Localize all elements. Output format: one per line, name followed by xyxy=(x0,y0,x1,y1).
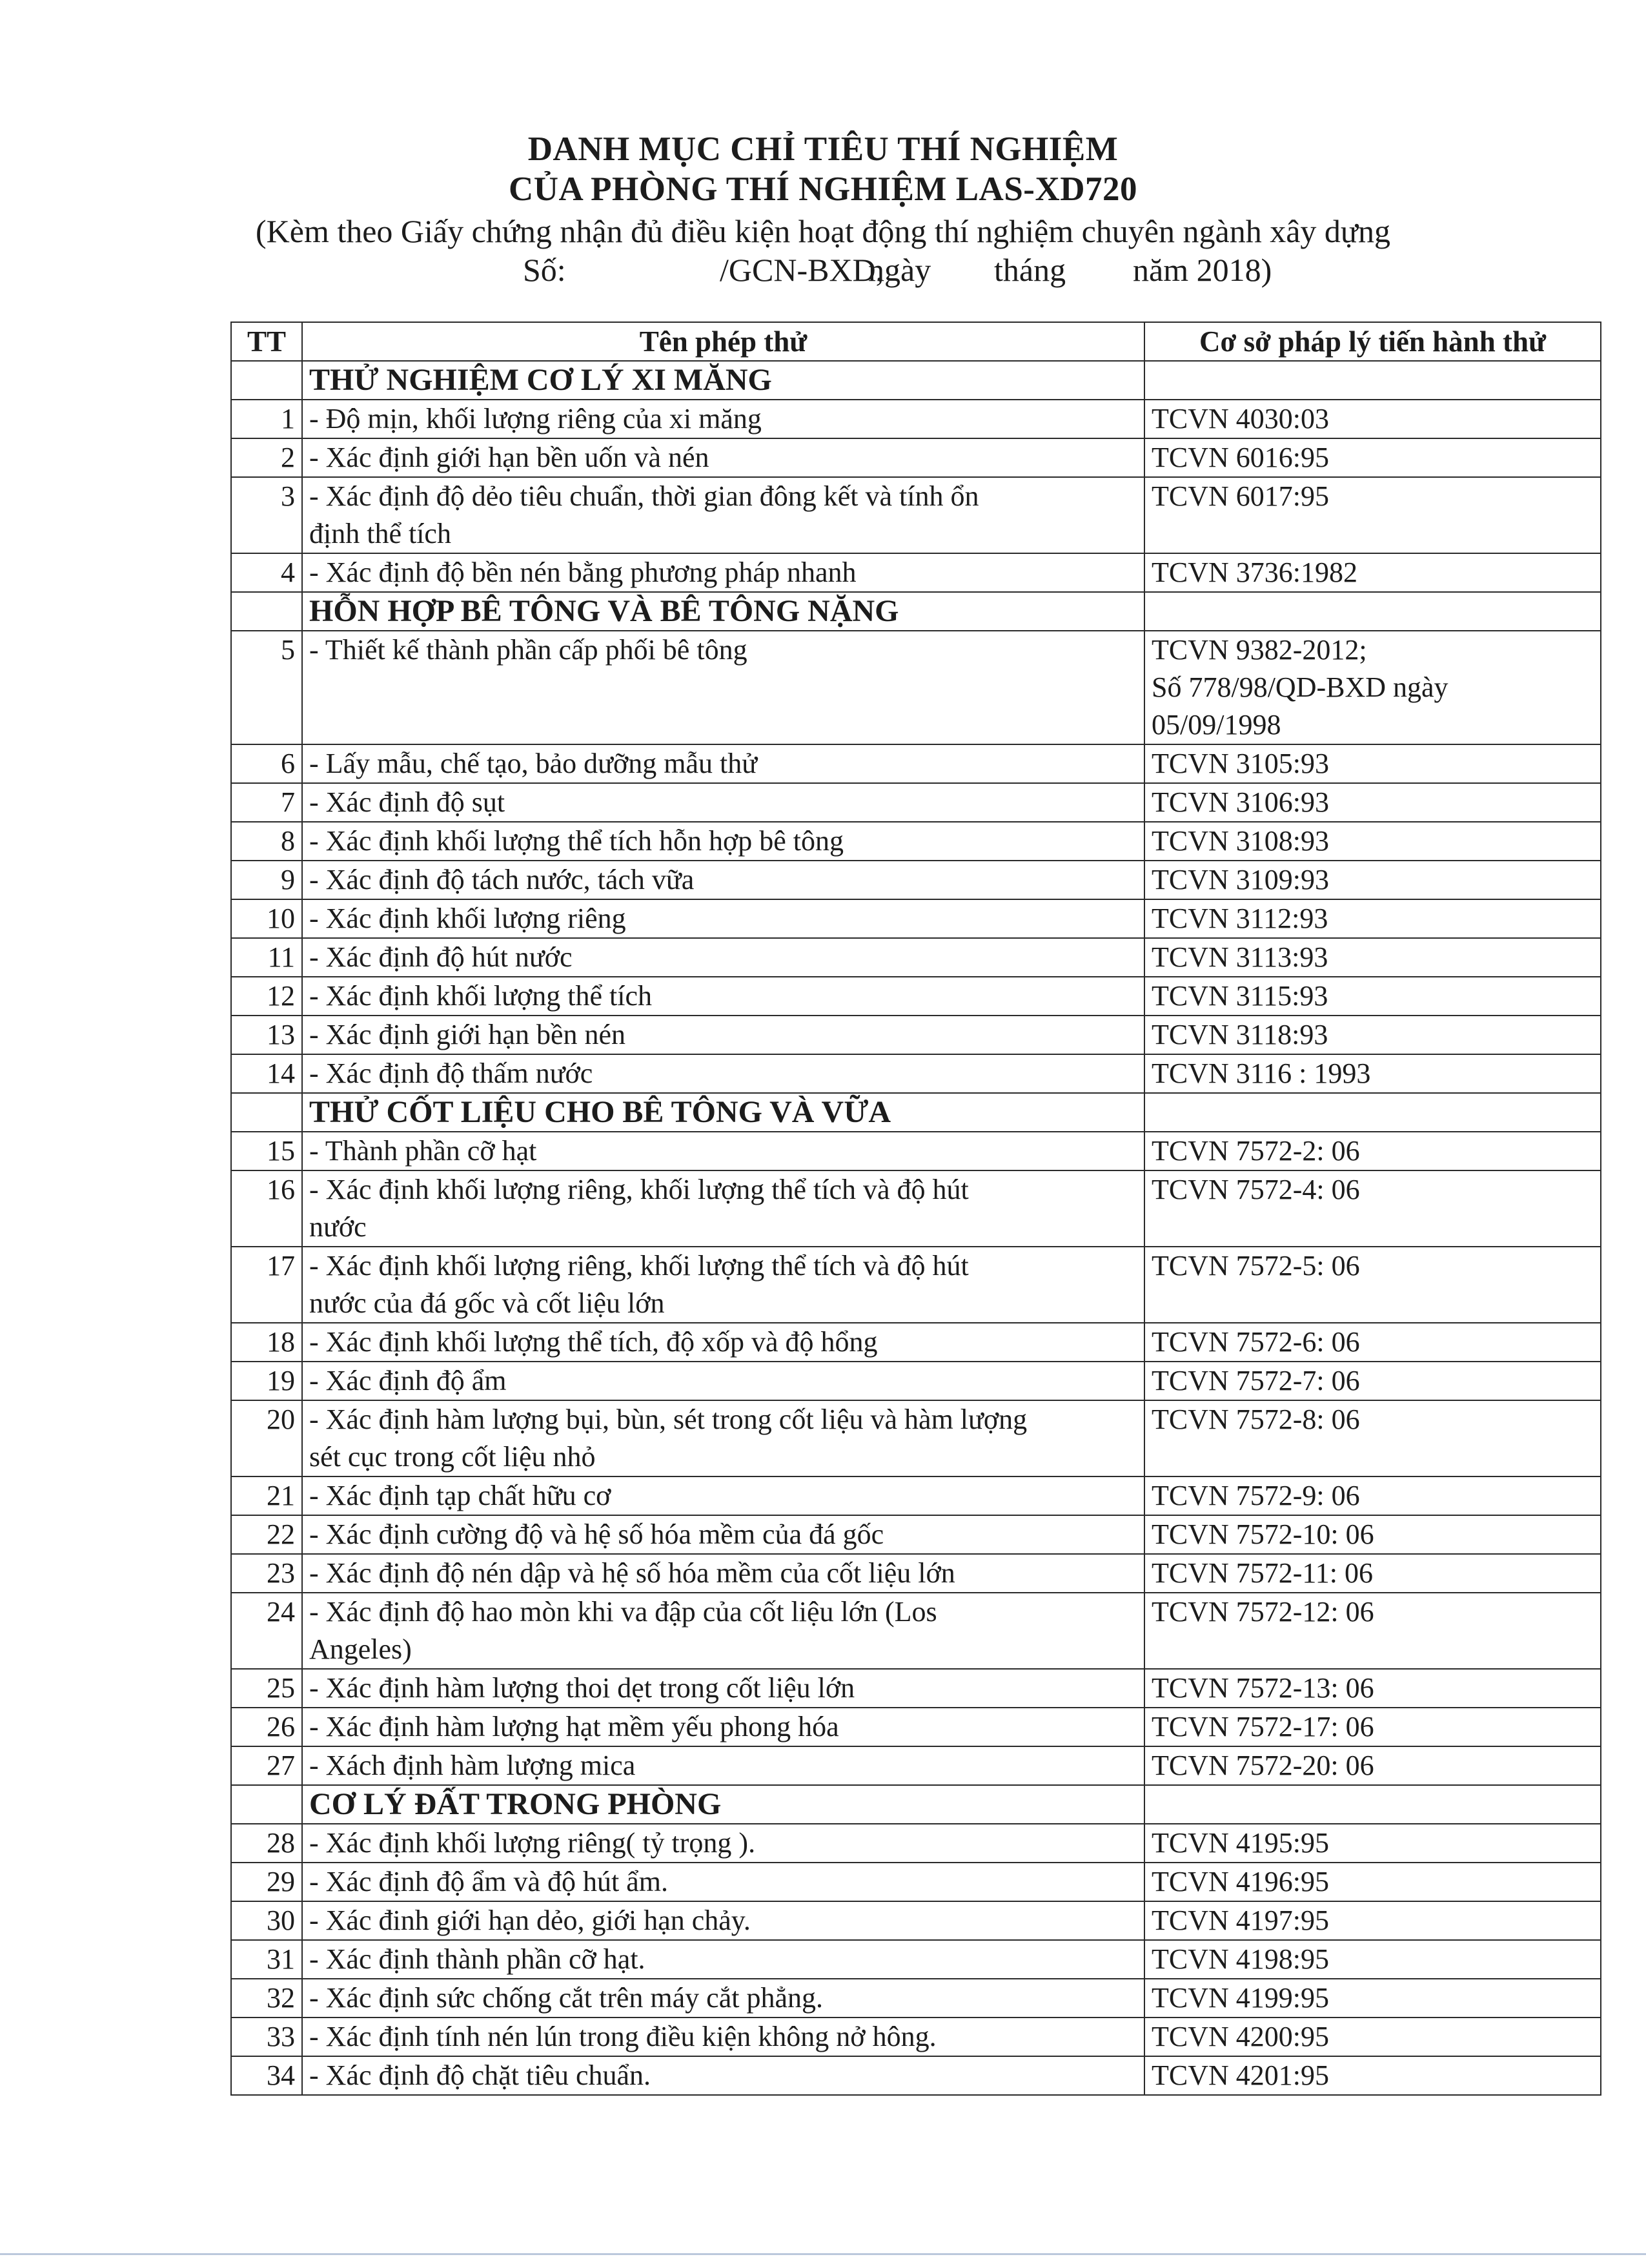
test-name: - Xác định khối lượng riêng xyxy=(309,903,626,934)
subtitle: (Kèm theo Giấy chứng nhận đủ điều kiện hoạt động thí nghiệm chuyên ngành xây dựng xyxy=(256,213,1390,249)
test-name-cell xyxy=(302,1400,1144,1476)
row-number: 19 xyxy=(231,1362,302,1400)
test-name-cell xyxy=(302,1708,1144,1746)
test-name: - Xác định cường độ và hệ số hóa mềm của đá gốc xyxy=(309,1518,884,1550)
table-row xyxy=(231,938,1601,977)
section-empty-cell xyxy=(231,1093,302,1132)
standard-reference: TCVN 7572-9: 06 xyxy=(1152,1480,1360,1511)
standard-cell xyxy=(1144,1901,1601,1940)
standard-cell xyxy=(1144,1515,1601,1554)
standard-reference: TCVN 9382-2012; xyxy=(1152,634,1367,666)
title-line-2: CỦA PHÒNG THÍ NGHIỆM LAS-XD720 xyxy=(509,170,1137,208)
test-name-cell xyxy=(302,1554,1144,1593)
test-name-cell xyxy=(302,1746,1144,1785)
test-name-cell xyxy=(302,1362,1144,1400)
section-header-row xyxy=(231,361,1601,400)
section-empty-cell xyxy=(231,592,302,631)
table-row xyxy=(231,1940,1601,1979)
test-name-cell xyxy=(302,1247,1144,1323)
table-row xyxy=(231,400,1601,438)
standard-reference: TCVN 7572-13: 06 xyxy=(1152,1672,1374,1704)
test-name: - Xác định độ ẩm và độ hút ẩm. xyxy=(309,1866,668,1897)
scan-edge-line xyxy=(0,2253,1646,2255)
test-name: - Độ mịn, khối lượng riêng của xi măng xyxy=(309,403,762,434)
standard-reference: TCVN 3113:93 xyxy=(1152,941,1328,973)
standard-reference: TCVN 6017:95 xyxy=(1152,480,1329,512)
test-name-cell xyxy=(302,1515,1144,1554)
test-name-cell xyxy=(302,744,1144,783)
table-row xyxy=(231,1476,1601,1515)
section-title: CƠ LÝ ĐẤT TRONG PHÒNG xyxy=(302,1785,1144,1824)
test-name: - Xác định độ tách nước, tách vữa xyxy=(309,864,695,895)
test-name-continued: sét cục trong cốt liệu nhỏ xyxy=(309,1441,596,1473)
standard-cell xyxy=(1144,1476,1601,1515)
test-name-cell xyxy=(302,861,1144,899)
standard-cell xyxy=(1144,861,1601,899)
standard-reference: TCVN 7572-5: 06 xyxy=(1152,1250,1360,1282)
section-header-row xyxy=(231,592,1601,631)
standard-reference: TCVN 3108:93 xyxy=(1152,825,1329,857)
date-day-label: ngày xyxy=(868,252,931,288)
standard-reference-continued: Số 778/98/QD-BXD ngày xyxy=(1152,671,1448,703)
standard-reference: TCVN 3109:93 xyxy=(1152,864,1329,895)
date-month-label: tháng xyxy=(994,252,1066,288)
standard-reference: TCVN 7572-20: 06 xyxy=(1152,1750,1374,1781)
test-name: - Xác định khối lượng thể tích xyxy=(309,980,653,1012)
row-number: 18 xyxy=(231,1323,302,1362)
section-empty-cell xyxy=(231,1785,302,1824)
test-name: - Thiết kế thành phần cấp phối bê tông xyxy=(309,634,747,666)
test-name-cell xyxy=(302,438,1144,477)
row-number: 3 xyxy=(231,477,302,553)
standard-cell xyxy=(1144,553,1601,592)
standard-reference: TCVN 3105:93 xyxy=(1152,748,1329,779)
table-row xyxy=(231,1708,1601,1746)
standard-cell xyxy=(1144,1746,1601,1785)
test-name: - Xác định sức chống cắt trên máy cắt phẳng. xyxy=(309,1982,823,2014)
test-name-cell xyxy=(302,1016,1144,1054)
test-name-cell xyxy=(302,400,1144,438)
test-name: - Lấy mẫu, chế tạo, bảo dưỡng mẫu thử xyxy=(309,748,758,779)
standard-reference: TCVN 3116 : 1993 xyxy=(1152,1057,1371,1089)
test-name-cell xyxy=(302,783,1144,822)
test-name: - Xác định độ thấm nước xyxy=(309,1057,593,1089)
table-row xyxy=(231,1593,1601,1669)
test-name: - Xác định khối lượng riêng, khối lượng thể tích và độ hút xyxy=(309,1250,969,1282)
standard-reference: TCVN 4197:95 xyxy=(1152,1905,1329,1936)
section-empty-cell xyxy=(1144,1785,1601,1824)
test-name-cell xyxy=(302,1979,1144,2018)
table-row xyxy=(231,477,1601,553)
row-number: 2 xyxy=(231,438,302,477)
test-name-cell xyxy=(302,1054,1144,1093)
test-name: - Xác đinh giới hạn dẻo, giới hạn chảy. xyxy=(309,1905,751,1936)
table-row xyxy=(231,744,1601,783)
standard-cell xyxy=(1144,438,1601,477)
row-number: 32 xyxy=(231,1979,302,2018)
test-name: - Xác định độ hao mòn khi va đập của cốt liệu lớn (Los xyxy=(309,1596,937,1628)
standard-reference: TCVN 3736:1982 xyxy=(1152,557,1357,588)
test-name: - Xác định khối lượng thể tích, độ xốp và độ hổng xyxy=(309,1326,878,1358)
row-number: 6 xyxy=(231,744,302,783)
test-name: - Xác định độ nén dập và hệ số hóa mềm của cốt liệu lớn xyxy=(309,1557,955,1589)
test-name-cell xyxy=(302,2056,1144,2095)
standard-cell xyxy=(1144,1054,1601,1093)
table-row xyxy=(231,783,1601,822)
row-number: 15 xyxy=(231,1132,302,1170)
standard-reference: TCVN 4201:95 xyxy=(1152,2059,1329,2091)
standard-cell xyxy=(1144,631,1601,744)
test-name: - Xác định hàm lượng bụi, bùn, sét trong cốt liệu và hàm lượng xyxy=(309,1404,1028,1435)
test-name: - Xác định hàm lượng thoi dẹt trong cốt liệu lớn xyxy=(309,1672,855,1704)
standard-cell xyxy=(1144,477,1601,553)
row-number: 26 xyxy=(231,1708,302,1746)
test-name-cell xyxy=(302,631,1144,744)
table-row xyxy=(231,1400,1601,1476)
table-row xyxy=(231,1554,1601,1593)
table-row xyxy=(231,861,1601,899)
test-name: - Thành phần cỡ hạt xyxy=(309,1135,537,1167)
test-name-cell xyxy=(302,938,1144,977)
test-name-continued: định thể tích xyxy=(309,518,451,549)
standard-reference: TCVN 3118:93 xyxy=(1152,1019,1328,1050)
section-empty-cell xyxy=(231,361,302,400)
standard-cell xyxy=(1144,1016,1601,1054)
test-name: - Xách định hàm lượng mica xyxy=(309,1750,636,1781)
row-number: 7 xyxy=(231,783,302,822)
standard-cell xyxy=(1144,400,1601,438)
number-code: /GCN-BXD, xyxy=(720,252,884,288)
standard-reference: TCVN 4195:95 xyxy=(1152,1827,1329,1859)
section-empty-cell xyxy=(1144,361,1601,400)
test-name-cell xyxy=(302,1863,1144,1901)
standard-reference: TCVN 4199:95 xyxy=(1152,1982,1329,2014)
column-header-tt: TT xyxy=(231,322,302,361)
standard-reference: TCVN 7572-17: 06 xyxy=(1152,1711,1374,1742)
standard-reference: TCVN 4196:95 xyxy=(1152,1866,1329,1897)
row-number: 17 xyxy=(231,1247,302,1323)
table-body xyxy=(231,361,1601,2095)
row-number: 34 xyxy=(231,2056,302,2095)
test-name-cell xyxy=(302,1593,1144,1669)
test-name: - Xác định thành phần cỡ hạt. xyxy=(309,1943,645,1975)
standard-reference: TCVN 4200:95 xyxy=(1152,2021,1329,2052)
test-name: - Xác định độ ẩm xyxy=(309,1365,507,1396)
test-name-cell xyxy=(302,1170,1144,1247)
section-title: THỬ CỐT LIỆU CHO BÊ TÔNG VÀ VỮA xyxy=(302,1093,1144,1132)
row-number: 27 xyxy=(231,1746,302,1785)
row-number: 28 xyxy=(231,1824,302,1863)
standard-cell xyxy=(1144,1247,1601,1323)
standard-cell xyxy=(1144,1554,1601,1593)
standard-cell xyxy=(1144,938,1601,977)
standard-reference: TCVN 7572-11: 06 xyxy=(1152,1557,1374,1589)
number-label: Số: xyxy=(523,252,566,288)
test-name-cell xyxy=(302,822,1144,861)
table-row xyxy=(231,1323,1601,1362)
test-name-cell xyxy=(302,899,1144,938)
test-name: - Xác định giới hạn bền nén xyxy=(309,1019,626,1050)
row-number: 33 xyxy=(231,2018,302,2056)
test-name: - Xác định khối lượng thể tích hỗn hợp bê tông xyxy=(309,825,844,857)
row-number: 16 xyxy=(231,1170,302,1247)
row-number: 29 xyxy=(231,1863,302,1901)
test-name-cell xyxy=(302,1476,1144,1515)
table-row xyxy=(231,977,1601,1016)
standard-cell xyxy=(1144,1323,1601,1362)
test-name: - Xác định độ chặt tiêu chuẩn. xyxy=(309,2059,651,2091)
standard-cell xyxy=(1144,1400,1601,1476)
section-header-row xyxy=(231,1785,1601,1824)
test-name-cell xyxy=(302,2018,1144,2056)
table-row xyxy=(231,2018,1601,2056)
row-number: 25 xyxy=(231,1669,302,1708)
standard-reference: TCVN 3106:93 xyxy=(1152,786,1329,818)
standard-cell xyxy=(1144,899,1601,938)
table-row xyxy=(231,438,1601,477)
test-name: - Xác định độ hút nước xyxy=(309,941,573,973)
test-name: - Xác định hàm lượng hạt mềm yếu phong hóa xyxy=(309,1711,839,1742)
row-number: 14 xyxy=(231,1054,302,1093)
table-row xyxy=(231,631,1601,744)
standard-cell xyxy=(1144,1979,1601,2018)
table-row xyxy=(231,1669,1601,1708)
table-row xyxy=(231,1170,1601,1247)
row-number: 20 xyxy=(231,1400,302,1476)
standard-cell xyxy=(1144,2018,1601,2056)
standard-cell xyxy=(1144,977,1601,1016)
certificate-number-line xyxy=(0,250,1646,289)
test-name-cell xyxy=(302,1323,1144,1362)
row-number: 13 xyxy=(231,1016,302,1054)
table-row xyxy=(231,1132,1601,1170)
standard-cell xyxy=(1144,1132,1601,1170)
standard-reference: TCVN 4030:03 xyxy=(1152,403,1329,434)
test-name-cell xyxy=(302,1669,1144,1708)
test-list-table xyxy=(230,322,1601,2096)
section-empty-cell xyxy=(1144,1093,1601,1132)
standard-reference: TCVN 7572-7: 06 xyxy=(1152,1365,1360,1396)
test-name-cell xyxy=(302,1132,1144,1170)
section-title: HỖN HỢP BÊ TÔNG VÀ BÊ TÔNG NẶNG xyxy=(302,592,1144,631)
standard-reference: TCVN 7572-10: 06 xyxy=(1152,1518,1374,1550)
test-name-cell xyxy=(302,1940,1144,1979)
standard-reference-continued: 05/09/1998 xyxy=(1152,709,1281,741)
table-row xyxy=(231,1247,1601,1323)
row-number: 31 xyxy=(231,1940,302,1979)
standard-reference: TCVN 6016:95 xyxy=(1152,442,1329,473)
row-number: 9 xyxy=(231,861,302,899)
row-number: 23 xyxy=(231,1554,302,1593)
test-name: - Xác định độ sụt xyxy=(309,786,505,818)
standard-cell xyxy=(1144,822,1601,861)
table-row xyxy=(231,1362,1601,1400)
standard-reference: TCVN 7572-6: 06 xyxy=(1152,1326,1360,1358)
row-number: 4 xyxy=(231,553,302,592)
section-title: THỬ NGHIỆM CƠ LÝ XI MĂNG xyxy=(302,361,1144,400)
standard-cell xyxy=(1144,1824,1601,1863)
table-row xyxy=(231,1746,1601,1785)
row-number: 10 xyxy=(231,899,302,938)
column-header-standard: Cơ sở pháp lý tiến hành thử xyxy=(1144,322,1601,361)
table-row xyxy=(231,553,1601,592)
standard-cell xyxy=(1144,1362,1601,1400)
standard-cell xyxy=(1144,1863,1601,1901)
test-name: - Xác định tạp chất hữu cơ xyxy=(309,1480,611,1511)
standard-reference: TCVN 7572-8: 06 xyxy=(1152,1404,1360,1435)
table-row xyxy=(231,1901,1601,1940)
section-empty-cell xyxy=(1144,592,1601,631)
standard-cell xyxy=(1144,744,1601,783)
standard-cell xyxy=(1144,2056,1601,2095)
test-name: - Xác định độ bền nén bằng phương pháp nhanh xyxy=(309,557,857,588)
test-name-cell xyxy=(302,1901,1144,1940)
standard-reference: TCVN 3115:93 xyxy=(1152,980,1328,1012)
table-row xyxy=(231,1054,1601,1093)
standard-cell xyxy=(1144,1593,1601,1669)
standard-cell xyxy=(1144,1669,1601,1708)
test-name-cell xyxy=(302,477,1144,553)
title-line-1: DANH MỤC CHỈ TIÊU THÍ NGHIỆM xyxy=(527,130,1119,168)
standard-cell xyxy=(1144,1940,1601,1979)
standard-reference: TCVN 7572-12: 06 xyxy=(1152,1596,1374,1628)
table-row xyxy=(231,1016,1601,1054)
table-row xyxy=(231,899,1601,938)
test-name: - Xác định khối lượng riêng( tỷ trọng ). xyxy=(309,1827,756,1859)
row-number: 8 xyxy=(231,822,302,861)
test-name-continued: nước của đá gốc và cốt liệu lớn xyxy=(309,1287,665,1319)
test-name: - Xác định giới hạn bền uốn và nén xyxy=(309,442,709,473)
test-name: - Xác định tính nén lún trong điều kiện không nở hông. xyxy=(309,2021,937,2052)
test-name-continued: nước xyxy=(309,1211,367,1243)
standard-cell xyxy=(1144,1170,1601,1247)
row-number: 21 xyxy=(231,1476,302,1515)
test-name-cell xyxy=(302,1824,1144,1863)
standard-cell xyxy=(1144,1708,1601,1746)
test-name-cell xyxy=(302,977,1144,1016)
row-number: 5 xyxy=(231,631,302,744)
column-header-name: Tên phép thử xyxy=(302,322,1144,361)
row-number: 11 xyxy=(231,938,302,977)
test-name-cell xyxy=(302,553,1144,592)
standard-reference: TCVN 3112:93 xyxy=(1152,903,1328,934)
row-number: 12 xyxy=(231,977,302,1016)
table-row xyxy=(231,1824,1601,1863)
table-row xyxy=(231,1515,1601,1554)
standard-reference: TCVN 7572-4: 06 xyxy=(1152,1174,1360,1205)
test-name-continued: Angeles) xyxy=(309,1633,412,1665)
row-number: 22 xyxy=(231,1515,302,1554)
row-number: 30 xyxy=(231,1901,302,1940)
table-row xyxy=(231,822,1601,861)
table-row xyxy=(231,1979,1601,2018)
table-row xyxy=(231,1863,1601,1901)
table-header-row xyxy=(231,322,1601,361)
row-number: 24 xyxy=(231,1593,302,1669)
date-year-label: năm 2018) xyxy=(1133,252,1272,288)
standard-reference: TCVN 7572-2: 06 xyxy=(1152,1135,1360,1167)
standard-cell xyxy=(1144,783,1601,822)
standard-reference: TCVN 4198:95 xyxy=(1152,1943,1329,1975)
row-number: 1 xyxy=(231,400,302,438)
test-name: - Xác định khối lượng riêng, khối lượng thể tích và độ hút xyxy=(309,1174,969,1205)
section-header-row xyxy=(231,1093,1601,1132)
test-name: - Xác định độ dẻo tiêu chuẩn, thời gian đông kết và tính ổn xyxy=(309,480,979,512)
table-row xyxy=(231,2056,1601,2095)
document-header xyxy=(0,129,1646,289)
